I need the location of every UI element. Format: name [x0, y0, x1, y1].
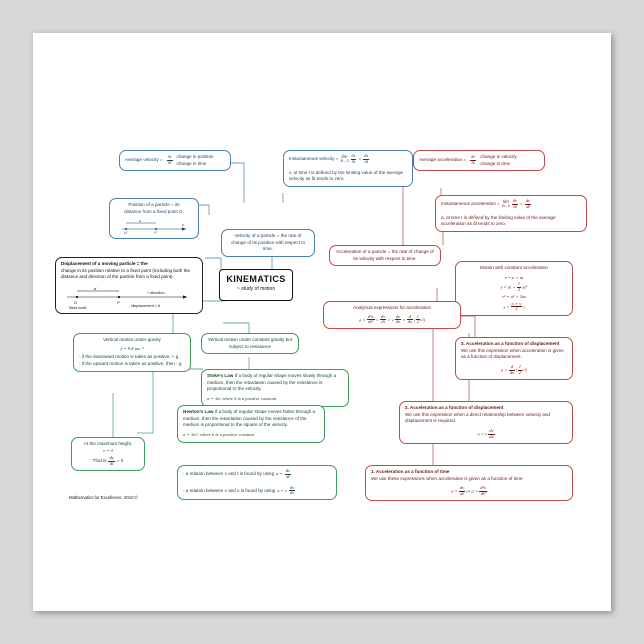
- instantaneous-velocity-label: Instantaneous velocity =: [289, 155, 339, 161]
- max-height-line1: At the maximum height,: [83, 441, 133, 446]
- accel-disp-vel-title: 2. Acceleration as a function of displacement: [405, 405, 504, 410]
- displacement-axis-diagram: [61, 283, 197, 309]
- motion-eq-1: v = u + at: [504, 274, 524, 280]
- motion-constant-title: Motion with constant acceleration: [480, 265, 548, 270]
- accel-disp-formula: a = $\frac{d}{dx}$ ( $\frac{1}{2}$ v²): [501, 363, 527, 375]
- accel-time-title: 1. Acceleration as a function of time: [371, 469, 450, 474]
- newton-formula: a = -kv², where k is a positive constant: [183, 431, 255, 437]
- newton-title: Newton's Law: [183, 409, 214, 414]
- instantaneous-acceleration-label: Instantaneous acceleration =: [441, 200, 500, 206]
- vertical-gravity-bullet-2: - if the upward motion is taken as positive, then - g: [79, 360, 182, 366]
- acceleration-of-particle-text: Acceleration of a particle = the rate of change of its velocity with respect to time.: [336, 249, 434, 261]
- max-height-equation: That is $\frac{dy}{dt}$ = 0: [92, 455, 124, 467]
- svg-text:P: P: [154, 230, 157, 235]
- stokes-title: Stoke's Law: [207, 373, 234, 378]
- relation-item-1: - a relation between v and t is found by using a = $\frac{dv}{dt}$: [183, 468, 291, 479]
- instantaneous-velocity-body: v, at time t is defined by the limiting value of the average velocity as δt tends to zero.: [289, 169, 404, 182]
- svg-text:d: d: [94, 285, 97, 291]
- displacement-body: change in its position relative to a fixed point (including both the distance and direction of the particle from a fixed point).: [61, 267, 190, 280]
- central-title: KINEMATICS: [226, 274, 286, 284]
- node-acceleration-of-particle: [329, 245, 441, 266]
- accel-time-formula: a = $\frac{dv}{dt}$ or a = $\frac{\text{d²x}}{\text{dt²}}$: [451, 485, 486, 497]
- node-acceleration-function-of-displacement-2: [399, 401, 573, 444]
- average-velocity-label: Average velocity =: [125, 157, 163, 163]
- node-motion-constant-acceleration: [455, 261, 573, 316]
- connector-lines: [33, 33, 611, 611]
- vertical-gravity-eq: ÿ = 9.8 ms⁻²: [120, 345, 144, 351]
- analytical-formula: a = $\frac{\text{d²x}}{\text{dt²}}$ = $\frac{dv}{dt}$ = v $\frac{dv}{dx}$ = $\frac{d}{dx}$ ( $\frac{1}{2}$ v²): [359, 313, 425, 325]
- position-line1: Position of a particle = its: [128, 202, 180, 207]
- instantaneous-acceleration-body: a, at time t is defined by the limiting value of the average acceleration as δt tends to zero.: [441, 214, 556, 227]
- node-vertical-motion-resistance: [201, 333, 299, 354]
- svg-text:P: P: [117, 299, 120, 305]
- central-subtitle: ~ study of motion: [236, 286, 276, 292]
- vertical-resistance-text: Vertical motion under constant gravity but subject to resistance: [207, 337, 293, 349]
- diagram-canvas: [33, 33, 611, 611]
- node-displacement: [55, 257, 203, 314]
- motion-eq-4: s = $\frac{u + v}{2}$ t: [503, 300, 525, 312]
- accel-disp-title: 3. Acceleration as a function of displacement: [461, 341, 560, 346]
- accel-disp-vel-body: We use this expression when a direct relationship between velocity and displacement is required.: [405, 411, 550, 424]
- stokes-formula: a = -kv, where k is a positive constant: [207, 395, 277, 401]
- node-vertical-motion-gravity: [73, 333, 191, 372]
- motion-eq-2: s = ut + $\frac{1}{2}$ $at^2$: [500, 281, 528, 293]
- svg-text:- displacement = d: - displacement = d: [129, 303, 161, 308]
- poster-canvas: [33, 33, 611, 611]
- node-newtons-law: [177, 405, 325, 443]
- node-acceleration-function-of-time-1: [365, 465, 573, 501]
- accel-time-body: We use these expressions when acceleration is given as a function of time.: [371, 475, 524, 481]
- newton-body: If a body of regular shape moves faster through a medium, then the retardation caused by the resistance of the medium is proportional to the square of the velocity.: [183, 409, 316, 428]
- svg-text:O: O: [124, 230, 128, 235]
- node-instantaneous-velocity: Instantaneous velocity = lim δt→0 $\frac{\delta s}{\delta t}$ = $\frac{ds}{dt}$ v, at time t is defined by the limiting value of the average velocity as δt tends to zero.: [283, 150, 413, 187]
- average-velocity-right-bottom: change in time: [176, 160, 207, 166]
- central-node-kinematics: [219, 269, 293, 301]
- svg-text:O: O: [74, 299, 78, 305]
- node-analytical-expressions: [323, 301, 461, 329]
- average-acceleration-right-top: change in velocity: [480, 154, 517, 159]
- node-maximum-height: [71, 437, 145, 471]
- displacement-title: Displacement of a moving particle = the: [61, 261, 148, 266]
- position-line2: distance from a fixed point O.: [124, 208, 184, 214]
- position-axis-diagram: [116, 217, 192, 234]
- vertical-gravity-bullet-1: - if the downward motion is taken as positive, + g: [79, 354, 179, 360]
- node-stokes-law: [201, 369, 349, 407]
- analytical-title: Analytical expressions for acceleration: [352, 305, 432, 310]
- accel-disp-body: We use this expression when acceleration is given as a function of displacement.: [461, 347, 564, 360]
- stokes-body: If a body of regular shape moves slowly through a medium, then the retardation caused by the resistance is proportional to the velocity.: [207, 373, 337, 392]
- motion-eq-3: v² = u² + 2as: [501, 293, 527, 299]
- max-height-line2: v = 0: [103, 447, 113, 453]
- node-position-of-particle: [109, 198, 199, 239]
- svg-text:[fixed point]: [fixed point]: [69, 305, 87, 309]
- average-acceleration-label: Average acceleration =: [419, 157, 467, 163]
- node-average-velocity: [119, 150, 231, 171]
- node-average-acceleration: Average acceleration = $\frac{\delta v}{\delta t}$ change in velocity change in time: [413, 150, 545, 171]
- accel-disp-vel-formula: a = v $\frac{dv}{dx}$: [477, 427, 494, 439]
- node-acceleration-function-of-displacement-3: [455, 337, 573, 380]
- average-acceleration-right-bottom: change in time: [480, 160, 511, 166]
- relation-item-2: - a relation between v and x is found by using a = v $\frac{dv}{dx}$: [183, 484, 295, 496]
- svg-text:+ direction: + direction: [147, 290, 165, 295]
- node-relations: [177, 465, 337, 500]
- credit-text: Mathematics for Excellence, 2010 ©: [69, 495, 138, 500]
- node-instantaneous-acceleration: Instantaneous acceleration = lim δt→0 $\frac{\delta v}{\delta t}$ = $\frac{dv}{dt}$ a, at time t is defined by the limiting value of the average acceleration as δt tends to zero.: [435, 195, 587, 232]
- vertical-gravity-title: Vertical motion under gravity: [103, 337, 161, 342]
- svg-text:s: s: [139, 218, 141, 224]
- svg-text:x: x: [182, 222, 184, 228]
- average-velocity-right-top: change in position: [176, 154, 214, 159]
- velocity-of-particle-text: Velocity of a particle = the rate of change of its position with respect to time.: [230, 233, 306, 252]
- node-velocity-of-particle: [221, 229, 315, 257]
- average-velocity-fraction: $\frac{\delta s}{\delta t}$: [167, 154, 172, 166]
